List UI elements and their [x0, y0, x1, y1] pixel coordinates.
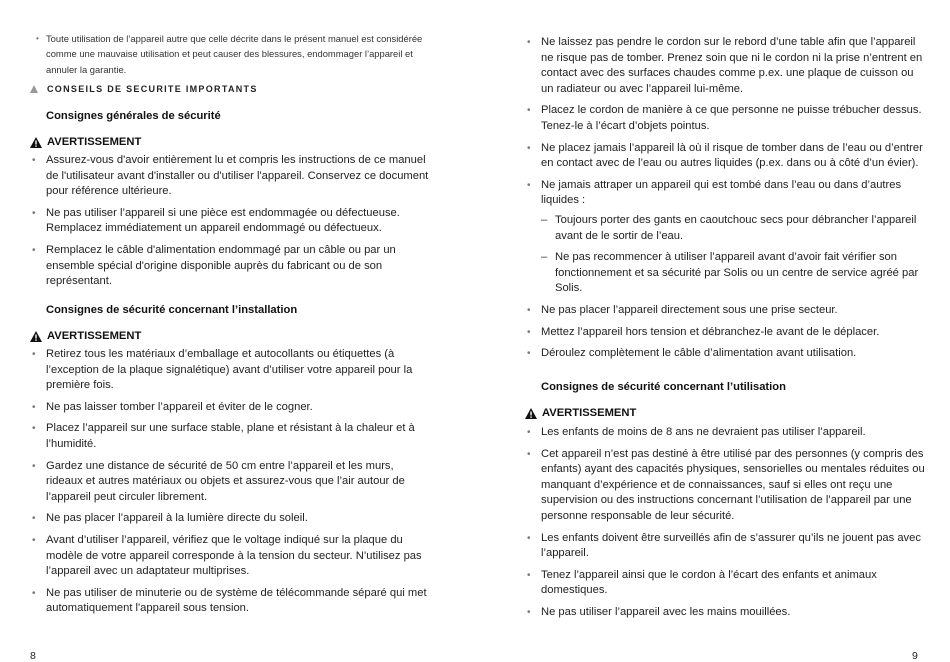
list-item: • Avant d’utiliser l’appareil, vérifiez que le voltage indiqué sur la plaque du modèle de votre appareil corresponde à la tension du secteur. N’utilisez pas l’appareil avec un adaptateur multiprises.: [32, 533, 422, 578]
page-number: 9: [912, 650, 918, 662]
list-item: • Remplacez le câble d'alimentation endommagé par un câble ou par un ensemble spécial d'origine disponible auprès du fabricant ou de son représentant.: [32, 243, 396, 288]
list-item: • Tenez l’appareil ainsi que le cordon à l’écart des enfants et animaux domestiques.: [527, 568, 877, 597]
list-item: • Placez le cordon de manière à ce que personne ne puisse trébucher dessus. Tenez-le à l’écart d’objets pointus.: [527, 104, 922, 132]
list-item: • Placez l’appareil sur une surface stable, plane et résistant à la chaleur et à l’humidité.: [32, 422, 415, 450]
list-item: • Ne pas placer l’appareil directement sous une prise secteur.: [527, 304, 838, 316]
usage-safety-list: [527, 425, 927, 621]
installation-warning-label: AVERTISSEMENT: [47, 330, 142, 342]
list-item: • Ne pas utiliser l’appareil si une pièce est endommagée ou défectueuse. Remplacez immédiatement un appareil endommagé ou défectueux.: [32, 206, 400, 235]
warning-icon: [30, 331, 42, 342]
list-item: • Ne laissez pas pendre le cordon sur le rebord d’une table afin que l’appareil ne risque pas de tomber. Prenez soin que ni le cordon ni la prise n’entrent en contact avec des surfaces chaudes comme p.ex. une plaque de cuisson ou un radiateur ou avec l’appareil lui-même.: [527, 36, 923, 95]
warning-icon: [525, 408, 537, 419]
installation-warning: [30, 330, 141, 342]
list-item: • Retirez tous les matériaux d’emballage et autocollants ou étiquettes (à l’exception de la plaque signalétique) avant d’utiliser votre appareil pour la première fois.: [32, 348, 413, 392]
dash-list: [541, 213, 927, 297]
list-item: • Déroulez complètement le câble d’alimentation avant utilisation.: [527, 347, 857, 360]
list-item: • Les enfants de moins de 8 ans ne devraient pas utiliser l’appareil.: [527, 426, 866, 438]
list-item: • Les enfants doivent être surveillés afin de s’assurer qu’ils ne jouent pas avec l’appareil.: [527, 531, 921, 560]
placement-list: [527, 303, 927, 362]
cord-safety-list: [527, 35, 927, 209]
usage-warning: [525, 407, 636, 419]
general-safety-heading: Consignes générales de sécurité: [46, 110, 221, 122]
left-page: [0, 0, 475, 660]
installation-safety-list: [32, 347, 430, 617]
list-item: • Mettez l’appareil hors tension et débranchez-le avant de le déplacer.: [527, 325, 880, 338]
section-title: [30, 84, 258, 94]
usage-safety-heading: Consignes de sécurité concernant l’utilisation: [541, 381, 786, 393]
warning-icon: [30, 137, 42, 148]
triangle-icon: [30, 85, 38, 93]
list-item: • Ne pas utiliser l’appareil avec les mains mouillées.: [527, 605, 791, 618]
list-item: • Ne pas placer l’appareil à la lumière directe du soleil.: [32, 512, 308, 525]
right-page: [475, 0, 950, 660]
misuse-note-text: Toute utilisation de l’appareil autre que celle décrite dans le présent manuel est considérée comme une mauvaise utilisation et peut causer des blessures, endommager l’appareil et annuler la garantie.: [46, 33, 423, 75]
list-item: • Ne jamais attraper un appareil qui est tombé dans l’eau ou dans d’autres liquides :: [527, 178, 902, 207]
list-item: • Ne placez jamais l’appareil là où il risque de tomber dans de l’eau ou d’entrer en contact avec de l’eau ou autres liquides (p.ex. dans ou à côté d’un évier).: [527, 141, 923, 170]
list-item: • Assurez-vous d'avoir entièrement lu et compris les instructions de ce manuel de l'utilisateur avant d'installer ou d'utiliser l'appareil. Conservez ce document pour référence ultérieure.: [32, 154, 429, 198]
list-item: • Ne pas utiliser de minuterie ou de système de télécommande séparé qui met automatiquement l'appareil sous tension.: [32, 586, 427, 615]
list-item: • Cet appareil n’est pas destiné à être utilisé par des personnes (y compris des enfants) ayant des capacités physiques, sensorielles ou mentales réduites ou manquant d’expérience et de connaissances, sauf si elles ont reçu une supervision ou des instructions concernant l’utilisation de l’appareil par une personne responsable de leur sécurité.: [527, 447, 925, 522]
list-item: – Toujours porter des gants en caoutchouc secs pour débrancher l’appareil avant de le sortir de l’eau.: [541, 214, 917, 242]
list-item: • Gardez une distance de sécurité de 50 cm entre l’appareil et les murs, rideaux et autres matériaux ou objets et assurez-vous que l’air autour de l’appareil peut circuler librement.: [32, 459, 405, 503]
general-warning-label: AVERTISSEMENT: [47, 136, 142, 148]
general-warning: [30, 136, 141, 148]
section-title-text: CONSEILS DE SECURITE IMPORTANTS: [47, 84, 258, 94]
list-item: • Ne pas laisser tomber l’appareil et éviter de le cogner.: [32, 400, 313, 413]
installation-safety-heading: Consignes de sécurité concernant l’installation: [46, 304, 298, 316]
misuse-note: [36, 31, 426, 77]
usage-warning-label: AVERTISSEMENT: [542, 407, 637, 419]
general-safety-list: [32, 153, 430, 290]
list-item: – Ne pas recommencer à utiliser l’appareil avant d’avoir fait vérifier son fonctionnement et sa sécurité par Solis ou un centre de service agréé par Solis.: [541, 251, 919, 295]
bullet-icon: •: [36, 34, 39, 43]
page-number: 8: [30, 650, 36, 662]
